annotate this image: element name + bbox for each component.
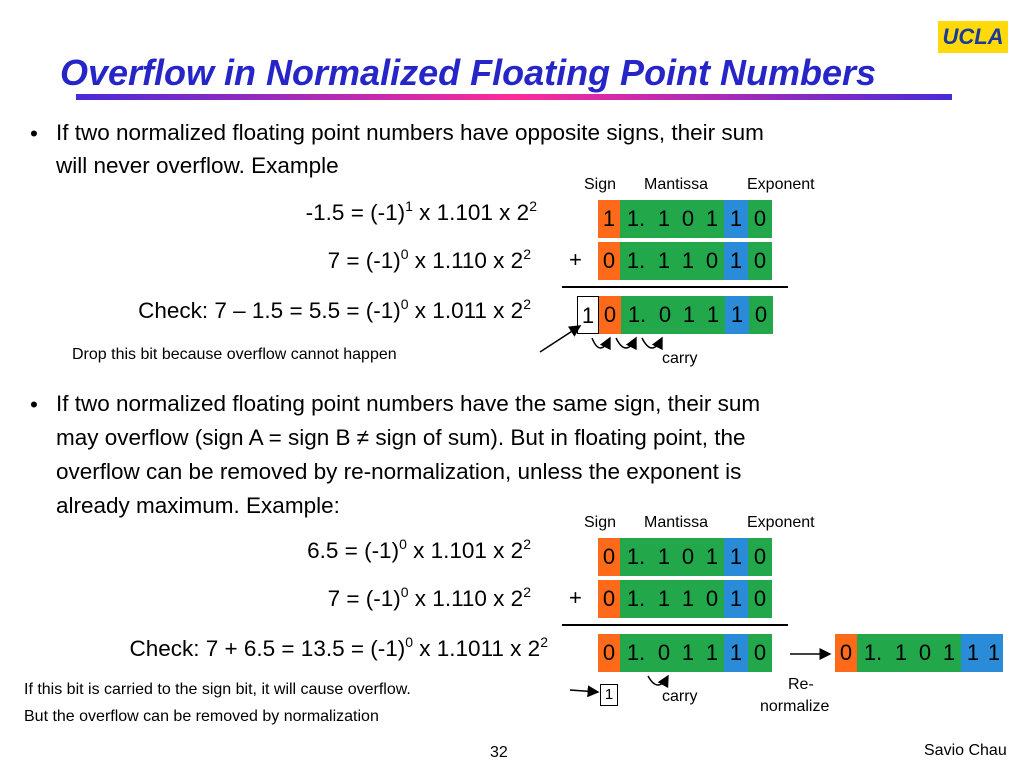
carry-bit-box: 1 [600, 684, 618, 706]
header-mantissa: Mantissa [644, 176, 709, 193]
mantissa-bit: 1 [701, 296, 725, 334]
carry-label-1: carry [662, 350, 698, 367]
mantissa-bit: 1. [620, 200, 652, 238]
mantissa-bit: 0 [653, 296, 677, 334]
exponent-bit: 1 [725, 296, 749, 334]
sign-bit: 0 [835, 634, 857, 672]
carry-curve [642, 338, 662, 348]
mantissa-bit: 1 [676, 634, 700, 672]
mantissa-bit: 1 [700, 634, 724, 672]
mantissa-bit: 1. [621, 296, 653, 334]
mantissa-bit: 1 [676, 242, 700, 280]
exponent-bit: 1 [985, 634, 1003, 672]
sign-bit: 0 [598, 580, 620, 618]
mantissa-bit: 1. [857, 634, 889, 672]
sign-bit: 0 [598, 538, 620, 576]
plus-sign-2: + [569, 585, 582, 610]
sign-bit: 0 [599, 296, 621, 334]
exponent-bit: 1 [724, 242, 748, 280]
mantissa-bit: 1. [620, 538, 652, 576]
example1-check: Check: $7 - 1.5 = 5.5 = (-1)^0$ x 1.011 x $2^2$ [138, 296, 531, 323]
mantissa-bit: 0 [676, 538, 700, 576]
overflow-note-2: But the overflow can be removed by normalization [24, 708, 379, 725]
mantissa-bit: 1 [889, 634, 913, 672]
carry-label-2: carry [662, 688, 698, 705]
example2-eq2: $7 = (-1)^0$ x 1.110 x $2^2$ [327, 584, 531, 611]
example1-eq2: $7 = (-1)^0$ x 1.110 x $2^2$ [327, 246, 531, 273]
example1-eq1: $-1.5 = (-1)^1$ x 1.101 x $2^2$ [305, 198, 537, 225]
bullet-dot: • [30, 392, 38, 417]
exponent-bit: 1 [724, 634, 748, 672]
mantissa-bit: 1 [677, 296, 701, 334]
exponent-bit: 0 [748, 200, 772, 238]
page-number: 32 [490, 744, 508, 761]
mantissa-bit: 1 [652, 580, 676, 618]
carry-curve [648, 676, 668, 685]
carry-curve [616, 338, 636, 348]
mantissa-bit: 1 [652, 242, 676, 280]
exponent-bit: 1 [724, 580, 748, 618]
mantissa-bit: 1 [676, 580, 700, 618]
carry-curve [592, 338, 610, 348]
exponent-bit: 0 [748, 538, 772, 576]
bullet2-line3: overflow can be removed by re-normalization, unless the exponent is [56, 459, 742, 484]
ucla-logo: UCLA [938, 21, 1008, 53]
mantissa-bit: 1. [620, 580, 652, 618]
sign-bit: 1 [598, 200, 620, 238]
author-name: Savio Chau [924, 742, 1007, 759]
bullet1-line1: If two normalized floating point numbers have opposite signs, their sum [56, 120, 764, 145]
renormalize-label-2: normalize [760, 698, 830, 715]
bullet2-line4: already maximum. Example: [56, 493, 340, 518]
mantissa-bit: 0 [700, 242, 724, 280]
exponent-bit: 1 [724, 538, 748, 576]
header-sign: Sign [584, 176, 617, 193]
mantissa-bit: 1 [700, 538, 724, 576]
header-mantissa: Mantissa [644, 514, 709, 531]
mantissa-bit: 0 [700, 580, 724, 618]
mantissa-bit: 0 [652, 634, 676, 672]
overflow-note-1: If this bit is carried to the sign bit, it will cause overflow. [24, 681, 411, 698]
slide-title: Overflow in Normalized Floating Point Numbers [60, 52, 877, 93]
header-exponent: Exponent [747, 514, 815, 531]
mantissa-bit: 1 [937, 634, 961, 672]
bullet-dot: • [30, 121, 38, 146]
drop-bit-arrow [540, 326, 580, 352]
dropped-bit: 1 [577, 296, 599, 334]
bullet2-line1: If two normalized floating point numbers have the same sign, their sum [56, 391, 761, 416]
exponent-bit: 0 [748, 242, 772, 280]
mantissa-bit: 1 [652, 538, 676, 576]
example2-eq1: $6.5 = (-1)^0$ x 1.101 x $2^2$ [307, 536, 531, 563]
exponent-bit: 0 [748, 634, 772, 672]
exponent-bit: 1 [724, 200, 748, 238]
exponent-bit: 0 [749, 296, 773, 334]
bullet2-line2: may overflow (sign A = sign B ≠ sign of sum). But in floating point, the [56, 425, 746, 450]
mantissa-bit: 0 [676, 200, 700, 238]
sign-bit: 0 [598, 634, 620, 672]
note-arrow [570, 690, 598, 692]
renormalize-label-1: Re- [788, 676, 814, 693]
exponent-bit: 0 [748, 580, 772, 618]
mantissa-bit: 0 [913, 634, 937, 672]
mantissa-bit: 1 [700, 200, 724, 238]
mantissa-bit: 1 [652, 200, 676, 238]
mantissa-bit: 1. [620, 634, 652, 672]
sign-bit: 0 [598, 242, 620, 280]
exponent-bit: 1 [961, 634, 985, 672]
plus-sign-1: + [569, 247, 582, 272]
example2-check: Check: $7 + 6.5 = 13.5 = (-1)^0$ x 1.1011 x $2^2$ [129, 634, 548, 661]
header-sign: Sign [584, 514, 617, 531]
bullet1-line2: will never overflow. Example [56, 153, 339, 178]
mantissa-bit: 1. [620, 242, 652, 280]
header-exponent: Exponent [747, 176, 815, 193]
drop-bit-note: Drop this bit because overflow cannot happen [72, 346, 397, 363]
